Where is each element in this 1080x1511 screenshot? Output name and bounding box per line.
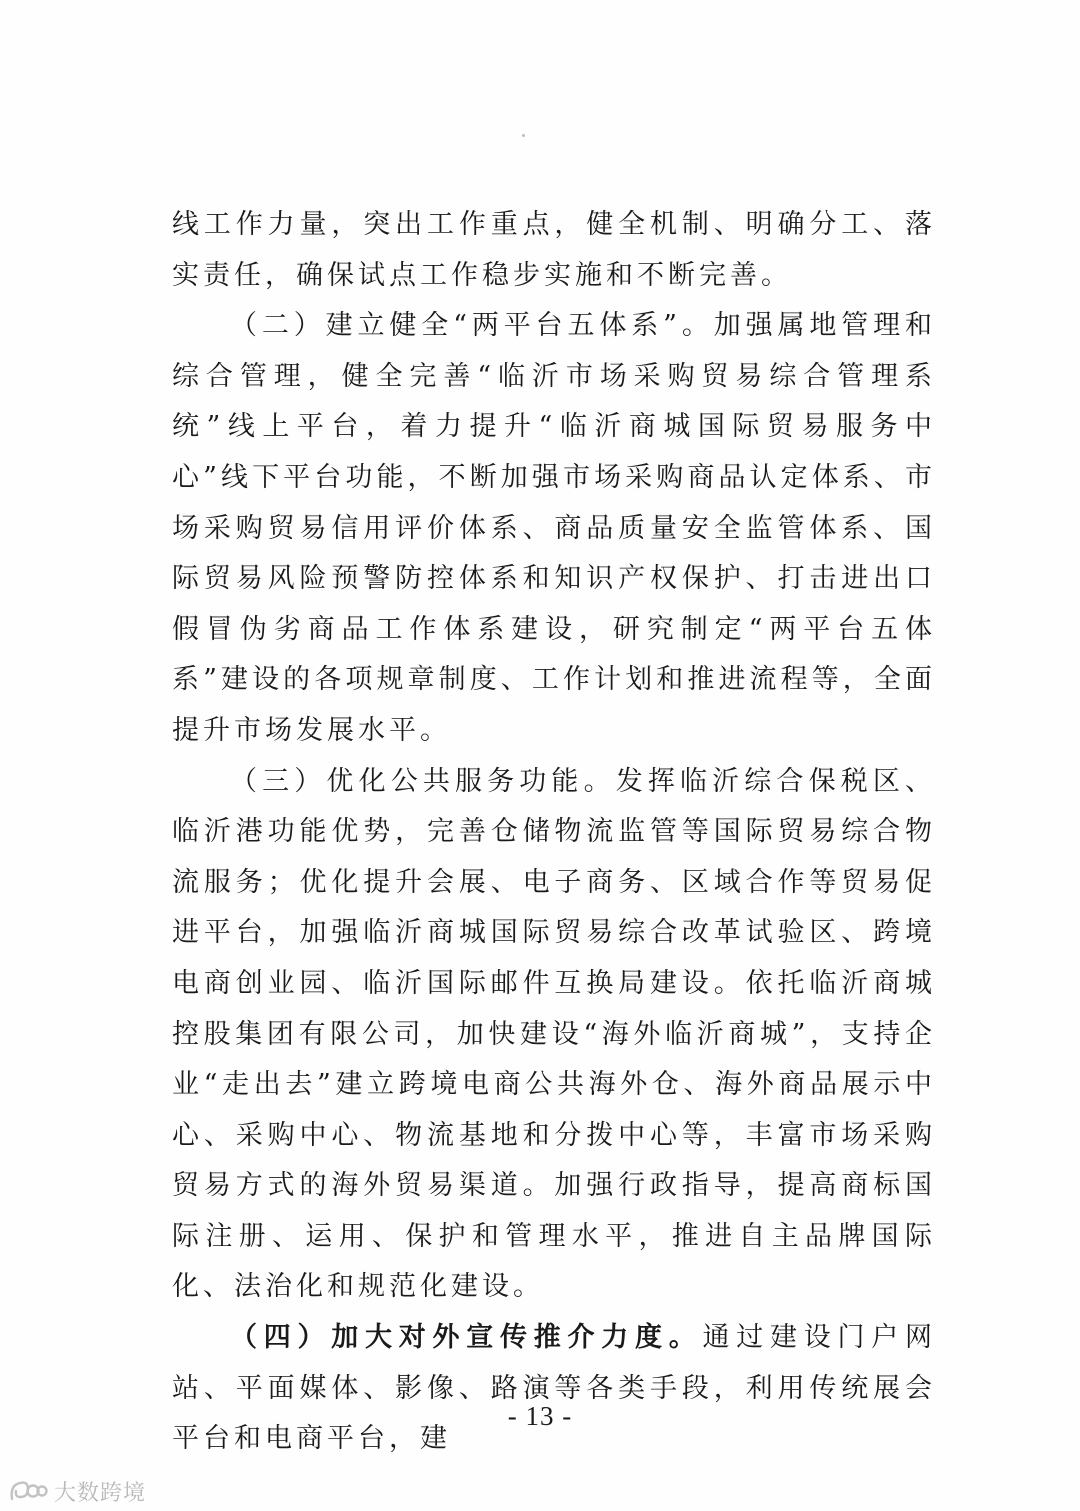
watermark bbox=[8, 1474, 146, 1508]
paragraph-2-text: 加强属地管理和综合管理，健全完善“临沂市场采购贸易综合管理系统”线上平台，着力提升“临沂商城国际贸易服务中心”线下平台功能，不断加强市场采购商品认定体系、市场采购贸易信用评价体系、商品质量安全监管体系、国际贸易风险预警防控体系和知识产权保护、打击进出口假冒伪劣商品工作体系建设，研究制定“两平台五体系”建设的各项规章制度、工作计划和推进流程等，全面提升市场发展水平。 bbox=[172, 310, 937, 746]
paragraph-1 bbox=[172, 200, 936, 301]
section-4-heading: （四）加大对外宣传推介力度。 bbox=[230, 1322, 703, 1354]
page-number: - 13 - bbox=[507, 1401, 573, 1431]
section-2-heading: （二）建立健全“两平台五体系”。 bbox=[230, 310, 714, 342]
document-body bbox=[172, 200, 936, 1465]
paragraph-3 bbox=[172, 757, 936, 1314]
paragraph-4-text: 通过建设门户网站、平面媒体、影像、路演等各类手段，利用传统展会平台和电商平台，建 bbox=[172, 1322, 936, 1455]
paragraph-2 bbox=[172, 301, 936, 756]
paragraph-1-text: 线工作力量，突出工作重点，健全机制、明确分工、落实责任，确保试点工作稳步实施和不断完善。 bbox=[172, 209, 936, 291]
watermark-text: 大数跨境 bbox=[54, 1480, 147, 1506]
scan-speck bbox=[522, 134, 525, 137]
brand-logo-icon bbox=[8, 1477, 48, 1505]
paragraph-4 bbox=[172, 1313, 936, 1465]
paragraph-3-text: 发挥临沂综合保税区、临沂港功能优势，完善仓储物流监管等国际贸易综合物流服务；优化提升会展、电子商务、区域合作等贸易促进平台，加强临沂商城国际贸易综合改革试验区、跨境电商创业园、临沂国际邮件互换局建设。依托临沂商城控股集团有限公司，加快建设“海外临沂商城”，支持企业“走出去”建立跨境电商公共海外仓、海外商品展示中心、采购中心、物流基地和分拨中心等，丰富市场采购贸易方式的海外贸易渠道。加强行政指导，提高商标国际注册、运用、保护和管理水平，推进自主品牌国际化、法治化和规范化建设。 bbox=[172, 765, 937, 1303]
section-3-heading: （三）优化公共服务功能。 bbox=[230, 765, 616, 797]
